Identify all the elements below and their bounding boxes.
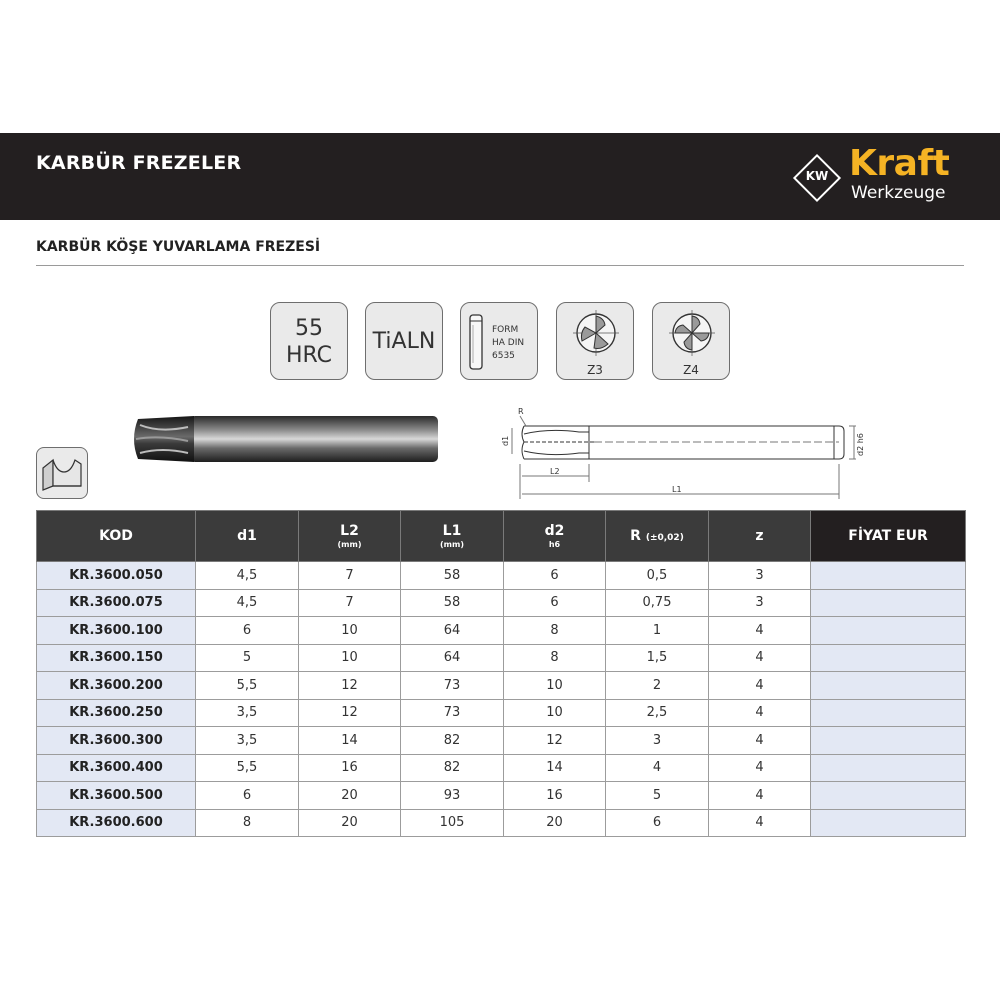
form-standard: HA DIN <box>492 338 525 348</box>
logo-tagline: Werkzeuge <box>851 183 946 203</box>
col-header-kod: KOD <box>37 511 196 562</box>
cell-r: 4 <box>606 754 709 782</box>
cell-d1: 5,5 <box>196 672 299 700</box>
cell-kod: KR.3600.300 <box>37 727 196 755</box>
cell-z: 4 <box>709 699 811 727</box>
cell-price <box>811 699 966 727</box>
hardness-unit: HRC <box>285 343 333 368</box>
drawing-l2-label: L2 <box>550 467 560 476</box>
cell-price <box>811 782 966 810</box>
cell-d1: 3,5 <box>196 699 299 727</box>
col-header-price: FİYAT EUR <box>811 511 966 562</box>
hardness-badge <box>270 302 348 380</box>
cell-z: 4 <box>709 809 811 837</box>
cylindrical-shank-icon <box>465 313 487 371</box>
cell-kod: KR.3600.075 <box>37 589 196 617</box>
cell-d1: 5,5 <box>196 754 299 782</box>
cell-kod: KR.3600.400 <box>37 754 196 782</box>
cell-d2: 6 <box>504 589 606 617</box>
cell-l1: 64 <box>401 617 504 645</box>
cell-r: 5 <box>606 782 709 810</box>
cell-price <box>811 617 966 645</box>
table-row <box>37 699 966 727</box>
cell-price <box>811 589 966 617</box>
cell-r: 3 <box>606 727 709 755</box>
cell-kod: KR.3600.500 <box>37 782 196 810</box>
col-header-d2: d2 h6 <box>504 511 606 562</box>
cell-l2: 20 <box>299 809 401 837</box>
col-header-d1: d1 <box>196 511 299 562</box>
flutes-z3-label: Z3 <box>587 363 603 377</box>
cell-z: 4 <box>709 727 811 755</box>
cell-l2: 12 <box>299 699 401 727</box>
cell-d2: 12 <box>504 727 606 755</box>
cell-l1: 58 <box>401 562 504 590</box>
cell-d1: 4,5 <box>196 589 299 617</box>
form-number: 6535 <box>492 351 515 361</box>
cell-kod: KR.3600.150 <box>37 644 196 672</box>
cell-d2: 10 <box>504 672 606 700</box>
cell-l1: 105 <box>401 809 504 837</box>
cell-l1: 73 <box>401 699 504 727</box>
cell-d2: 6 <box>504 562 606 590</box>
cell-l1: 93 <box>401 782 504 810</box>
spec-table <box>36 510 966 837</box>
cell-z: 3 <box>709 589 811 617</box>
col-header-l2: L2 (mm) <box>299 511 401 562</box>
drawing-d2-label: d2 h6 <box>856 433 865 456</box>
cell-z: 4 <box>709 782 811 810</box>
drawing-d1-label: d1 <box>501 435 510 446</box>
cell-d1: 4,5 <box>196 562 299 590</box>
col-header-l1: L1 (mm) <box>401 511 504 562</box>
col-header-z: z <box>709 511 811 562</box>
tool-technical-drawing <box>494 404 866 500</box>
cell-kod: KR.3600.250 <box>37 699 196 727</box>
cell-d1: 5 <box>196 644 299 672</box>
cell-r: 1 <box>606 617 709 645</box>
table-row <box>37 809 966 837</box>
tool-photo <box>130 413 442 465</box>
table-row <box>37 617 966 645</box>
table-row <box>37 562 966 590</box>
drawing-r-label: R <box>518 407 524 416</box>
cell-l2: 10 <box>299 644 401 672</box>
coating-badge: TiALN <box>365 302 443 380</box>
cell-r: 0,75 <box>606 589 709 617</box>
logo-brand: Kraft <box>849 143 950 184</box>
cell-l1: 58 <box>401 589 504 617</box>
cell-l2: 7 <box>299 562 401 590</box>
brand-logo <box>792 143 972 209</box>
corner-rounding-profile-icon <box>36 447 88 499</box>
cell-l1: 73 <box>401 672 504 700</box>
cell-l1: 82 <box>401 754 504 782</box>
cell-l1: 64 <box>401 644 504 672</box>
cell-r: 0,5 <box>606 562 709 590</box>
table-header-row <box>37 511 966 562</box>
cell-l2: 14 <box>299 727 401 755</box>
cell-price <box>811 754 966 782</box>
cell-d1: 8 <box>196 809 299 837</box>
cell-l2: 20 <box>299 782 401 810</box>
product-title: KARBÜR KÖŞE YUVARLAMA FREZESİ <box>36 239 321 255</box>
cell-z: 4 <box>709 617 811 645</box>
cell-d1: 3,5 <box>196 727 299 755</box>
cell-z: 3 <box>709 562 811 590</box>
cell-z: 4 <box>709 672 811 700</box>
cell-price <box>811 644 966 672</box>
cell-r: 2 <box>606 672 709 700</box>
cell-price <box>811 562 966 590</box>
table-row <box>37 672 966 700</box>
shank-form-badge <box>460 302 538 380</box>
table-row <box>37 754 966 782</box>
cell-r: 2,5 <box>606 699 709 727</box>
cell-d2: 10 <box>504 699 606 727</box>
flutes-z4-label: Z4 <box>683 363 699 377</box>
cell-price <box>811 809 966 837</box>
hardness-value: 55 <box>295 316 323 341</box>
cell-d2: 20 <box>504 809 606 837</box>
table-row <box>37 589 966 617</box>
cell-d2: 16 <box>504 782 606 810</box>
cell-r: 6 <box>606 809 709 837</box>
table-row <box>37 644 966 672</box>
cell-kod: KR.3600.600 <box>37 809 196 837</box>
cell-l1: 82 <box>401 727 504 755</box>
logo-mark: KW <box>805 169 829 183</box>
cell-z: 4 <box>709 644 811 672</box>
cell-d2: 14 <box>504 754 606 782</box>
cell-d1: 6 <box>196 617 299 645</box>
cell-d1: 6 <box>196 782 299 810</box>
cell-kod: KR.3600.100 <box>37 617 196 645</box>
cell-r: 1,5 <box>606 644 709 672</box>
cell-l2: 7 <box>299 589 401 617</box>
cell-d2: 8 <box>504 617 606 645</box>
page-title: KARBÜR FREZELER <box>36 152 242 174</box>
drawing-l1-label: L1 <box>672 485 682 494</box>
cell-kod: KR.3600.050 <box>37 562 196 590</box>
divider <box>36 265 964 266</box>
table-row <box>37 727 966 755</box>
cell-z: 4 <box>709 754 811 782</box>
cell-price <box>811 727 966 755</box>
flutes-z4-badge <box>652 302 730 380</box>
cell-price <box>811 672 966 700</box>
header-bar <box>0 133 1000 220</box>
cell-l2: 10 <box>299 617 401 645</box>
form-label: FORM <box>492 325 519 335</box>
three-flute-icon <box>569 307 623 361</box>
cell-d2: 8 <box>504 644 606 672</box>
four-flute-icon <box>665 307 719 361</box>
flutes-z3-badge <box>556 302 634 380</box>
cell-kod: KR.3600.200 <box>37 672 196 700</box>
cell-l2: 12 <box>299 672 401 700</box>
cell-l2: 16 <box>299 754 401 782</box>
col-header-r: R (±0,02) <box>606 511 709 562</box>
table-row <box>37 782 966 810</box>
